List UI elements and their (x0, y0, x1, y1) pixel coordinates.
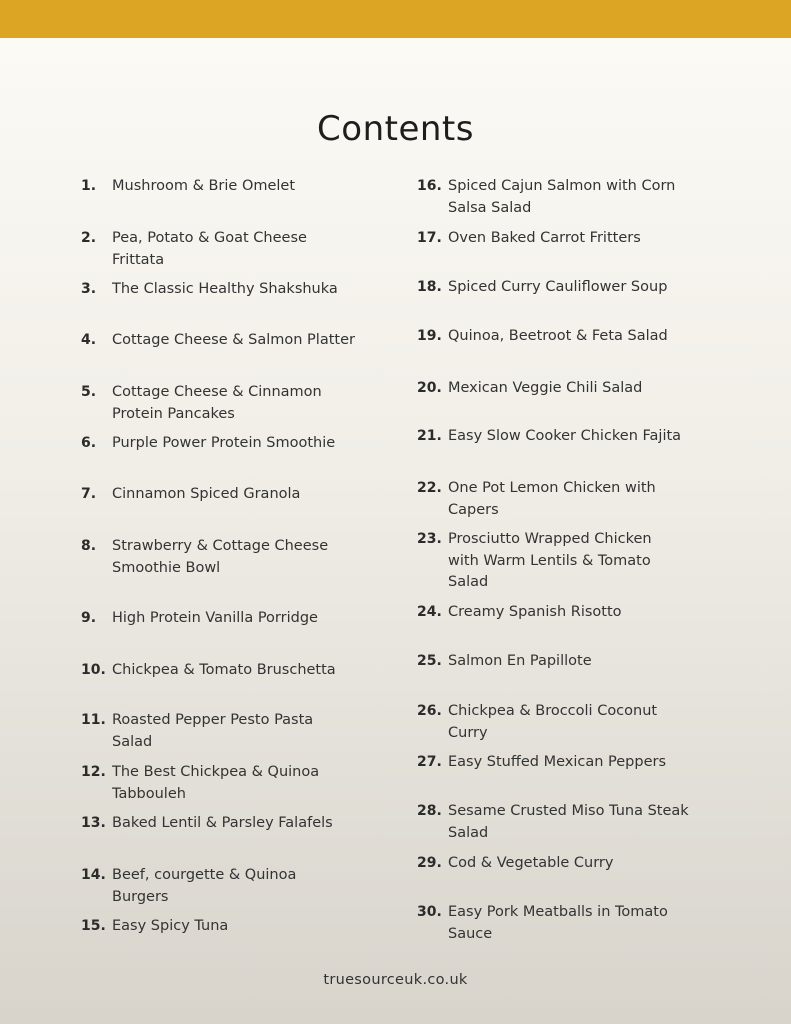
toc-item-number: 13. (81, 815, 106, 831)
toc-item-number: 12. (81, 764, 106, 780)
toc-item-24[interactable] (417, 602, 747, 626)
toc-item-15[interactable] (81, 916, 411, 940)
toc-item-number: 24. (417, 604, 442, 620)
toc-item-14[interactable] (81, 865, 411, 910)
footer-url: truesourceuk.co.uk (323, 972, 468, 988)
toc-item-27[interactable] (417, 752, 747, 776)
toc-item-8[interactable] (81, 536, 411, 581)
toc-item-title: Easy Stuffed Mexican Peppers (448, 754, 667, 770)
toc-item-title: Sesame Crusted Miso Tuna Steak (448, 803, 689, 819)
toc-item-title: One Pot Lemon Chicken with (448, 480, 656, 496)
toc-item-30[interactable] (417, 902, 747, 947)
toc-item-number: 4. (81, 332, 97, 348)
toc-item-title: Salsa Salad (448, 199, 532, 216)
toc-item-title: Cinnamon Spiced Granola (112, 486, 301, 502)
toc-item-16[interactable] (417, 176, 747, 221)
toc-item-1[interactable] (81, 176, 411, 200)
toc-item-number: 10. (81, 662, 106, 678)
toc-item-title: Quinoa, Beetroot & Feta Salad (448, 328, 668, 344)
toc-item-number: 20. (417, 380, 442, 396)
toc-item-title: Capers (448, 501, 499, 518)
toc-item-7[interactable] (81, 484, 411, 508)
toc-item-11[interactable] (81, 710, 411, 755)
toc-item-title: Spiced Cajun Salmon with Corn (448, 178, 676, 194)
toc-item-title: Tabbouleh (112, 785, 186, 802)
toc-item-28[interactable] (417, 801, 747, 846)
toc-item-title: Chickpea & Tomato Bruschetta (112, 662, 336, 678)
toc-item-number: 26. (417, 703, 442, 719)
toc-item-number: 2. (81, 230, 97, 246)
toc-item-17[interactable] (417, 228, 747, 252)
toc-item-number: 29. (417, 855, 442, 871)
toc-item-title: with Warm Lentils & Tomato (448, 552, 651, 569)
toc-item-title: Beef, courgette & Quinoa (112, 867, 297, 883)
toc-item-25[interactable] (417, 651, 747, 675)
toc-item-number: 6. (81, 435, 97, 451)
toc-item-22[interactable] (417, 478, 747, 523)
toc-item-title: Burgers (112, 888, 169, 905)
toc-item-title: Mexican Veggie Chili Salad (448, 380, 643, 396)
toc-item-title: Spiced Curry Cauliflower Soup (448, 279, 668, 295)
toc-item-26[interactable] (417, 701, 747, 746)
toc-item-number: 16. (417, 178, 442, 194)
toc-item-title: Prosciutto Wrapped Chicken (448, 531, 652, 547)
toc-item-19[interactable] (417, 326, 747, 350)
toc-item-29[interactable] (417, 853, 747, 877)
toc-item-title: Strawberry & Cottage Cheese (112, 538, 329, 554)
toc-item-number: 22. (417, 480, 442, 496)
toc-item-title: Easy Pork Meatballs in Tomato (448, 904, 668, 920)
toc-item-number: 25. (417, 653, 442, 669)
toc-item-10[interactable] (81, 660, 411, 684)
toc-item-9[interactable] (81, 608, 411, 632)
toc-item-number: 1. (81, 178, 97, 194)
toc-item-4[interactable] (81, 330, 411, 354)
toc-item-title: The Classic Healthy Shakshuka (112, 281, 338, 297)
toc-item-number: 27. (417, 754, 442, 770)
toc-item-number: 14. (81, 867, 106, 883)
toc-item-number: 9. (81, 610, 97, 626)
toc-item-number: 21. (417, 428, 442, 444)
toc-item-title: Cottage Cheese & Salmon Platter (112, 332, 355, 348)
toc-item-12[interactable] (81, 762, 411, 807)
toc-item-3[interactable] (81, 279, 411, 303)
toc-item-title: Mushroom & Brie Omelet (112, 178, 296, 194)
toc-item-number: 28. (417, 803, 442, 819)
header-band (0, 0, 791, 38)
toc-item-number: 5. (81, 384, 97, 400)
toc-item-title: Smoothie Bowl (112, 559, 221, 576)
toc-item-title: Easy Spicy Tuna (112, 918, 229, 934)
toc-item-title: Baked Lentil & Parsley Falafels (112, 815, 333, 831)
toc-item-title: Salad (448, 824, 489, 841)
toc-item-number: 15. (81, 918, 106, 934)
toc-item-number: 23. (417, 531, 442, 547)
toc-item-number: 19. (417, 328, 442, 344)
toc-item-title: High Protein Vanilla Porridge (112, 610, 318, 626)
toc-item-title: Frittata (112, 251, 165, 268)
toc-item-title: Chickpea & Broccoli Coconut (448, 703, 658, 719)
toc-item-title: Protein Pancakes (112, 405, 235, 422)
toc-item-number: 17. (417, 230, 442, 246)
toc-item-title: The Best Chickpea & Quinoa (112, 764, 320, 780)
toc-item-title: Purple Power Protein Smoothie (112, 435, 336, 451)
toc-item-title: Roasted Pepper Pesto Pasta (112, 712, 314, 728)
toc-item-title: Cod & Vegetable Curry (448, 855, 614, 871)
toc-item-title: Salad (448, 574, 489, 590)
toc-item-13[interactable] (81, 813, 411, 837)
toc-item-5[interactable] (81, 382, 411, 427)
toc-item-6[interactable] (81, 433, 411, 457)
toc-item-21[interactable] (417, 426, 747, 450)
toc-item-title: Salmon En Papillote (448, 653, 592, 669)
page-title: Contents (317, 108, 474, 149)
toc-item-2[interactable] (81, 228, 411, 273)
toc-item-title: Pea, Potato & Goat Cheese (112, 230, 307, 246)
toc-item-number: 3. (81, 281, 97, 297)
toc-item-title: Curry (448, 724, 488, 741)
toc-item-number: 7. (81, 486, 97, 502)
toc-item-title: Cottage Cheese & Cinnamon (112, 384, 322, 400)
toc-item-20[interactable] (417, 378, 747, 402)
toc-item-title: Easy Slow Cooker Chicken Fajita (448, 428, 682, 444)
toc-item-title: Salad (112, 733, 153, 750)
toc-item-title: Sauce (448, 925, 493, 942)
toc-item-number: 30. (417, 904, 442, 920)
toc-item-number: 11. (81, 712, 106, 728)
toc-item-23[interactable] (417, 529, 747, 596)
toc-item-title: Creamy Spanish Risotto (448, 604, 622, 620)
toc-item-18[interactable] (417, 277, 747, 301)
toc-item-number: 8. (81, 538, 97, 554)
toc-item-title: Oven Baked Carrot Fritters (448, 230, 641, 246)
toc-item-number: 18. (417, 279, 442, 295)
